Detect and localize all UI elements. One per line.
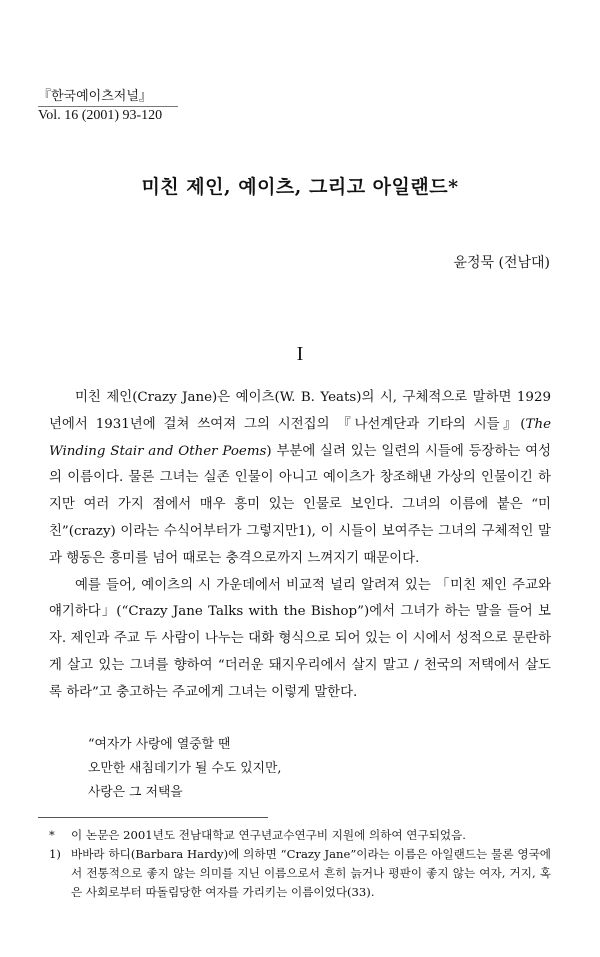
paragraph-1	[49, 385, 551, 573]
quote-line: “여자가 사랑에 열중할 땐	[88, 737, 231, 752]
footnote-1	[49, 845, 551, 902]
body-text	[49, 385, 551, 707]
footnote-text: 이 논문은 2001년도 전남대학교 연구년교수연구비 지원에 의하여 연구되었음.	[71, 828, 466, 842]
journal-volume: Vol. 16 (2001) 93-120	[38, 108, 163, 123]
quote-line: 오만한 새침데기가 될 수도 있지만,	[88, 761, 282, 776]
footnote-mark: *	[49, 828, 55, 842]
paragraph-1-text-a: 미친 제인(Crazy Jane)은 예이츠(W. B. Yeats)의 시, 구체적으로 말하면 1929년에서 1931년에 걸쳐 쓰여져 그의 시전집의 『나선계단과 기타의 시들』(	[49, 390, 551, 432]
paragraph-2	[49, 573, 551, 707]
footnote-mark: 1)	[49, 847, 61, 861]
footnote-text: 바바라 하디(Barbara Hardy)에 의하면 “Crazy Jane”이라는 이름은 아일랜드는 물론 영국에서 전통적으로 좋지 않는 의미를 지닌 이름으로서 흔히 늙거나 평판이 좋지 않는 여자, 거지, 혹은 사회로부터 따돌림당한 여자를 가리키는 이름이었다(33).	[71, 847, 551, 899]
paragraph-1-italic-title: The Winding Stair and Other Poems	[49, 416, 551, 459]
footnote-divider	[38, 817, 268, 818]
journal-header	[38, 88, 178, 125]
footnote-star	[49, 826, 551, 845]
paragraph-2-text: 예를 들어, 예이츠의 시 가운데에서 비교적 널리 알려져 있는 「미친 제인 주교와 얘기하다」(“Crazy Jane Talks with the Bishop”)에서 그녀가 하는 말을 들어 보자. 제인과 주교 두 사람이 나누는 대화 형식으로 되어 있는 이 시에서 성적으로 문란하게 살고 있는 그녀를 향하여 “더러운 돼지우리에서 살지 말고 / 천국의 저택에서 살도록 하라”고 충고하는 주교에게 그녀는 이렇게 말한다.	[49, 577, 551, 700]
author-affiliation: 윤정묵 (전남대)	[453, 255, 550, 271]
block-quote	[88, 733, 281, 805]
section-heading: I	[296, 343, 304, 365]
quote-line: 사랑은 그 저택을	[88, 785, 183, 800]
journal-name: 『한국예이츠저널』	[38, 88, 178, 107]
paper-title: 미친 제인, 예이츠, 그리고 아일랜드*	[141, 176, 459, 198]
footnotes	[49, 826, 551, 902]
paragraph-1-text-b: ) 부분에 실려 있는 일련의 시들에 등장하는 여성의 이름이다. 물론 그녀는 실존 인물이 아니고 예이츠가 창조해낸 가상의 인물이긴 하지만 여러 가지 점에서 매우 흥미 있는 인물로 보인다. 그녀의 이름에 붙은 “미친”(crazy) 이라는 수식어부터가 그렇지만1), 이 시들이 보여주는 그녀의 구체적인 말과 행동은 흥미를 넘어 때로는 충격으로까지 느껴지기 때문이다.	[49, 443, 551, 566]
